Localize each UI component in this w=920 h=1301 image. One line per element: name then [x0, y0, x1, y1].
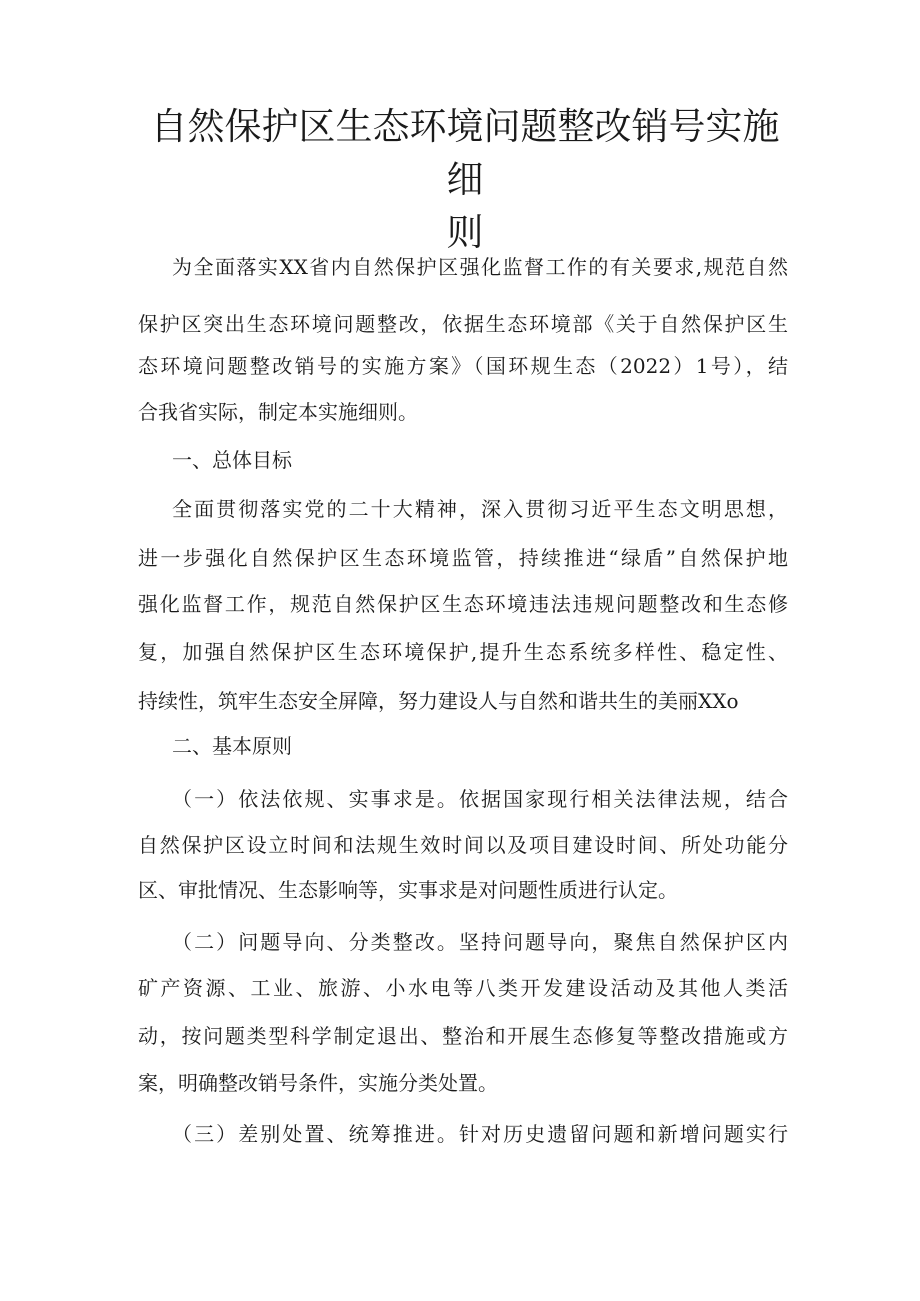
principle-1-line: （一）依法依规、实事求是。依据国家现行相关法律法规，结合: [172, 787, 788, 811]
principle-1-line: 区、审批情况、生态影响等，实事求是对问题性质进行认定。: [138, 878, 678, 902]
document-title: [150, 100, 780, 259]
section-1-line: 复，加强自然保护区生态环境保护,提升生态系统多样性、稳定性、: [138, 640, 788, 664]
section-1-line: 强化监督工作，规范自然保护区生态环境违法违规问题整改和生态修: [138, 592, 788, 616]
principle-2-line: （二）问题导向、分类整改。坚持问题导向，聚焦自然保护区内: [172, 930, 788, 954]
principle-2-line: 动，按问题类型科学制定退出、整治和开展生态修复等整改措施或方: [138, 1024, 788, 1048]
principle-1-line: 自然保护区设立时间和法规生效时间以及项目建设时间、所处功能分: [138, 833, 788, 857]
principle-2-line: 案，明确整改销号条件，实施分类处置。: [138, 1071, 498, 1095]
section-1-line: 全面贯彻落实党的二十大精神，深入贯彻习近平生态文明思想，: [172, 497, 788, 521]
principle-2-line: 矿产资源、工业、旅游、小水电等八类开发建设活动及其他人类活: [138, 976, 788, 1000]
intro-line: 态环境问题整改销号的实施方案》（国环规生态（2022）1号），结: [138, 354, 788, 378]
intro-line: 合我省实际，制定本实施细则。: [138, 400, 418, 424]
section-2-heading: 二、基本原则: [172, 734, 292, 758]
intro-line: 保护区突出生态环境问题整改，依据生态环境部《关于自然保护区生: [138, 312, 788, 336]
intro-line: 为全面落实XX省内自然保护区强化监督工作的有关要求,规范自然: [172, 255, 788, 279]
section-1-line: 持续性，筑牢生态安全屏障，努力建设人与自然和谐共生的美丽XXo: [138, 689, 739, 713]
section-1-line: 进一步强化自然保护区生态环境监管，持续推进“绿盾”自然保护地: [138, 546, 788, 570]
title-line-1: 自然保护区生态环境问题整改销号实施细: [150, 105, 780, 201]
section-1-heading: 一、总体目标: [172, 448, 292, 472]
principle-3-line: （三）差别处置、统筹推进。针对历史遗留问题和新增问题实行: [172, 1122, 788, 1146]
title-line-2: 则: [446, 211, 484, 254]
